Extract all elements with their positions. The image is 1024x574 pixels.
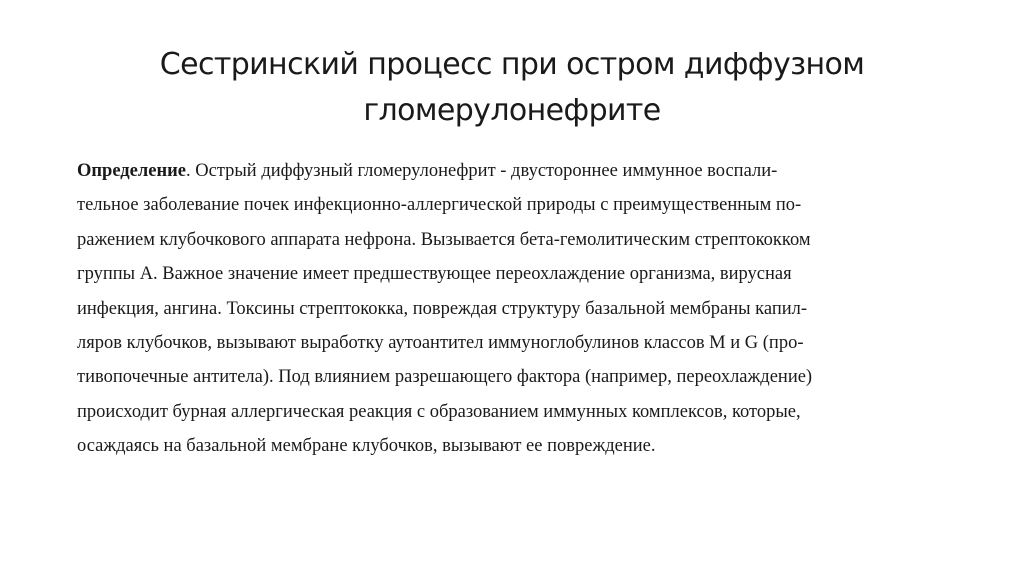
- definition-paragraph: [77, 154, 957, 464]
- definition-line: происходит бурная аллергическая реакция с образованием иммунных комплексов, которые,: [77, 401, 801, 422]
- definition-line-text: . Острый диффузный гломерулонефрит - двустороннее иммунное воспали-: [186, 161, 778, 181]
- definition-term: Определение: [77, 161, 186, 181]
- definition-line: тивопочечные антитела). Под влиянием разрешающего фактора (например, переохлаждение): [77, 367, 813, 388]
- slide-title: [40, 42, 984, 134]
- definition-line: инфекция, ангина. Токсины стрептококка, повреждая структуру базальной мембраны капил-: [77, 298, 808, 319]
- definition-line: [77, 154, 957, 188]
- slide-title-line: гломерулонефрите: [363, 93, 661, 128]
- definition-line: тельное заболевание почек инфекционно-аллергической природы с преимущественным по-: [77, 195, 802, 216]
- definition-line: ляров клубочков, вызывают выработку аутоантител иммуноглобулинов классов М и G (про-: [77, 332, 804, 353]
- slide-title-line: Сестринский процесс при остром диффузном: [159, 47, 865, 82]
- definition-line: группы А. Важное значение имеет предшествующее переохлаждение организма, вирусная: [77, 264, 792, 285]
- definition-line: ражением клубочкового аппарата нефрона. Вызывается бета-гемолитическим стрептококком: [77, 229, 811, 250]
- definition-line: осаждаясь на базальной мембране клубочков, вызывают ее повреждение.: [77, 436, 656, 457]
